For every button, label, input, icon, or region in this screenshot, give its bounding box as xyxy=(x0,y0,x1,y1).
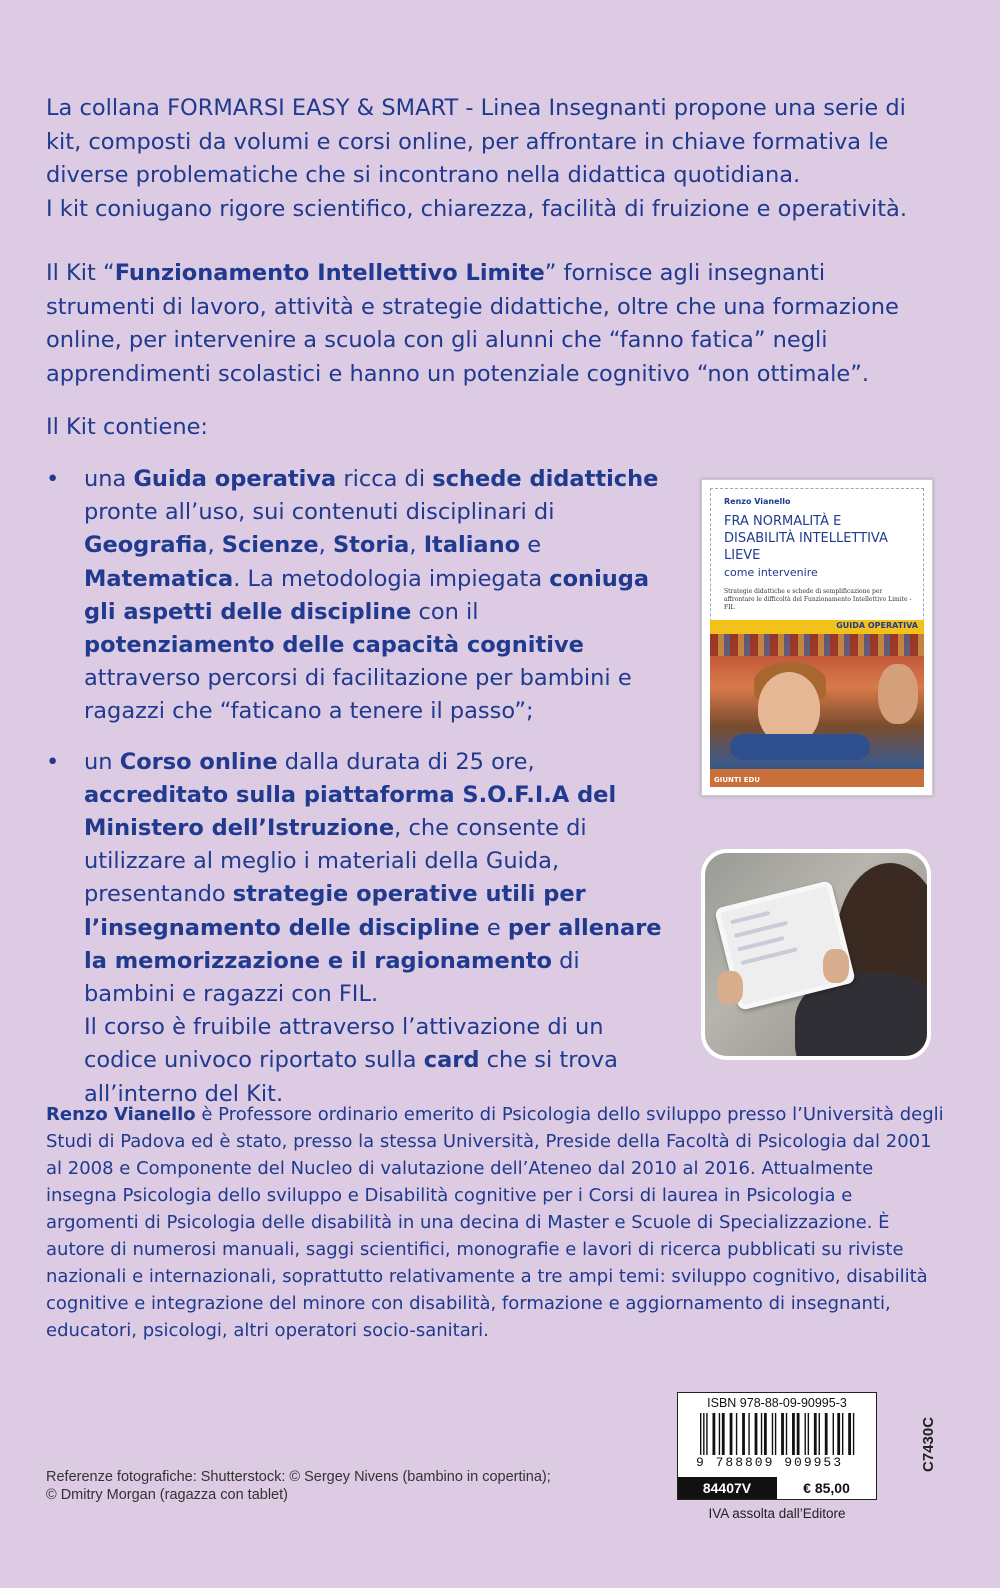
barcode-bar xyxy=(808,1413,809,1455)
barcode-bar xyxy=(703,1413,704,1455)
item-text: , xyxy=(318,532,333,559)
barcode-bar xyxy=(706,1413,707,1455)
bio-text: è Professore ordinario emerito di Psicologia dello sviluppo presso l’Università degli Studi di Padova ed è stato, presso la stessa Università, Preside della Facoltà di Psicologia dal 2001 al 2008 e Componente del Nucleo di valutazione dell’Ateneo dal 2010 al 2016. Attualmente insegna Psicologia dello sviluppo e Disabilità cognitive per i Corsi di laurea in Psicologia e argomenti di Psicologia delle disabilità in una decina di Master e Scuole di Specializzazione. È autore di numerosi manuali, saggi scientifici, monografie e lavori di ricerca pubblicati su riviste nazionali e internazionali, soprattutto relativamente a tre ampi temi: sviluppo cognitivo, disabilità cognitive e integrazione del minore con disabilità, formazione e aggiornamento di insegnanti, educatori, psicologi, altri operatori socio-sanitari. xyxy=(46,1104,944,1341)
bullet: • xyxy=(46,748,60,775)
author-bio xyxy=(46,1101,946,1344)
barcode-bar xyxy=(819,1413,820,1455)
item-bold: card xyxy=(423,1047,480,1074)
iva-note: IVA assolta dall’Editore xyxy=(708,1506,846,1521)
kit-description xyxy=(46,257,926,391)
barcode-bar xyxy=(748,1413,749,1455)
barcode-bar xyxy=(775,1413,776,1455)
barcode-bar xyxy=(837,1413,840,1455)
item-bold: Italiano xyxy=(423,532,521,559)
barcode-bar xyxy=(853,1413,854,1455)
barcode-digits: 9 788809 909953 xyxy=(696,1455,844,1470)
kit-items-list xyxy=(46,463,666,1128)
cover-author: Renzo Vianello xyxy=(724,497,791,506)
item-text: con il xyxy=(411,598,479,625)
item-bold: coniuga gli aspetti delle discipline xyxy=(84,565,650,625)
kit-contains-heading: Il Kit contiene: xyxy=(46,414,209,440)
barcode-bar xyxy=(700,1413,701,1455)
barcode xyxy=(700,1413,856,1455)
barcode-bar xyxy=(805,1413,806,1455)
tablet-screen-line xyxy=(730,911,770,925)
tablet-screen-line xyxy=(737,936,785,951)
barcode-bar xyxy=(755,1413,758,1455)
item-text: attraverso percorsi di facilitazione per bambini e ragazzi che “faticano a tenere il passo”; xyxy=(84,665,632,725)
barcode-bar xyxy=(842,1413,843,1455)
book-cover-image xyxy=(701,479,933,796)
barcode-bar xyxy=(736,1413,737,1455)
barcode-bar xyxy=(792,1413,795,1455)
bio-name: Renzo Vianello xyxy=(46,1104,196,1125)
bookshelf xyxy=(710,634,924,656)
item-text: di bambini e ragazzi con FIL. xyxy=(84,947,580,1008)
barcode-bar xyxy=(764,1413,767,1455)
kit-desc-title: Funzionamento Intellettivo Limite xyxy=(114,260,545,286)
price-row xyxy=(678,1477,876,1499)
barcode-box xyxy=(677,1392,877,1500)
barcode-bar xyxy=(712,1413,715,1455)
hand xyxy=(823,949,849,983)
cover-photo xyxy=(710,634,924,787)
barcode-bar xyxy=(833,1413,834,1455)
item-text: un xyxy=(84,748,120,775)
bullet: • xyxy=(46,466,60,492)
item-bold: Scienze xyxy=(221,532,319,559)
item-text: e xyxy=(479,914,508,941)
item-text: dalla durata di 25 ore, xyxy=(277,748,535,775)
product-number: 84407V xyxy=(678,1477,776,1499)
kid-arms xyxy=(730,734,870,760)
item-bold: Geografia xyxy=(84,532,208,559)
barcode-bar xyxy=(742,1413,745,1455)
item-text: ricca di xyxy=(336,466,433,492)
tablet-photo xyxy=(701,849,931,1060)
item-text: una xyxy=(84,466,134,492)
barcode-bar xyxy=(797,1413,800,1455)
barcode-bar xyxy=(814,1413,817,1455)
item-text: . La metodologia impiegata xyxy=(233,565,550,592)
product-code: C7430C xyxy=(920,1416,937,1472)
item-bold: Storia xyxy=(332,532,410,559)
barcode-bar xyxy=(825,1413,828,1455)
cover-subtitle: come intervenire xyxy=(724,566,818,579)
tablet-screen-line xyxy=(740,947,797,965)
barcode-bar xyxy=(772,1413,773,1455)
intro-paragraph xyxy=(46,92,926,226)
photo-credits xyxy=(46,1468,646,1504)
item-bold: Matematica xyxy=(84,565,234,592)
barcode-bar xyxy=(730,1413,733,1455)
isbn-label: ISBN 978-88-09-90995-3 xyxy=(707,1396,847,1410)
item-text: e xyxy=(520,532,542,559)
barcode-bar xyxy=(848,1413,851,1455)
item-text: che si trova all’interno del Kit. xyxy=(84,1047,618,1107)
background-girl xyxy=(878,664,918,724)
kit-desc-pre: Il Kit “ xyxy=(46,260,115,286)
barcode-bar xyxy=(781,1413,784,1455)
item-bold: accreditato sulla piattaforma S.O.F.I.A del Ministero dell’Istruzione xyxy=(84,781,617,842)
cover-description: Strategie didattiche e schede di semplificazione per affrontare le difficoltà del Funzionamento Intellettivo Limite - FIL xyxy=(724,588,912,611)
hand xyxy=(717,971,743,1005)
cover-band xyxy=(710,620,924,634)
item-bold: Corso online xyxy=(119,748,278,775)
barcode-bar xyxy=(719,1413,720,1455)
item-bold: schede didattiche xyxy=(432,466,659,492)
list-item xyxy=(46,746,666,1111)
item-text: , che consente di utilizzare al meglio i materiali della Guida, presentando xyxy=(84,815,587,908)
publisher-logo: GIUNTI EDU xyxy=(714,776,760,784)
item-bold: strategie operative utili per l’insegnamento delle discipline xyxy=(84,881,586,941)
credits-line: Referenze fotografiche: Shutterstock: © Sergey Nivens (bambino in copertina); xyxy=(46,1469,551,1485)
barcode-bar xyxy=(761,1413,762,1455)
barcode-bar xyxy=(722,1413,725,1455)
tablet-screen-line xyxy=(734,921,788,938)
cover-title: FRA NORMALITÀ E DISABILITÀ INTELLETTIVA LIEVE xyxy=(724,514,888,563)
item-text: Il corso è fruibile attraverso l’attivazione di un codice univoco riportato sulla xyxy=(84,1014,604,1074)
item-text: , xyxy=(409,532,424,559)
price: € 85,00 xyxy=(776,1477,876,1499)
item-bold: potenziamento delle capacità cognitive xyxy=(84,632,584,659)
list-item xyxy=(46,463,666,729)
barcode-bar xyxy=(786,1413,787,1455)
credits-line: © Dmitry Morgan (ragazza con tablet) xyxy=(46,1487,288,1503)
intro-text: La collana FORMARSI EASY & SMART - Linea Insegnanti propone una serie di kit, composti da volumi e corsi online, per affrontare in chiave formativa le diverse problematiche che si incontrano nella didattica quotidiana. xyxy=(46,95,906,188)
kit-desc-post: ” fornisce agli insegnanti strumenti di lavoro, attività e strategie didattiche, oltre che una formazione online, per intervenire a scuola con gli alunni che “fanno fatica” negli apprendimenti scolastici e hanno un potenziale cognitivo “non ottimale”. xyxy=(46,260,899,387)
item-bold: Guida operativa xyxy=(133,466,337,492)
item-text: , xyxy=(207,532,222,559)
cover-band-label: GUIDA OPERATIVA xyxy=(836,621,918,630)
item-text: pronte all’uso, sui contenuti disciplinari di xyxy=(84,499,555,526)
item-bold: per allenare la memorizzazione e il ragionamento xyxy=(84,914,662,974)
intro-text-2: I kit coniugano rigore scientifico, chiarezza, facilità di fruizione e operatività. xyxy=(46,195,907,222)
